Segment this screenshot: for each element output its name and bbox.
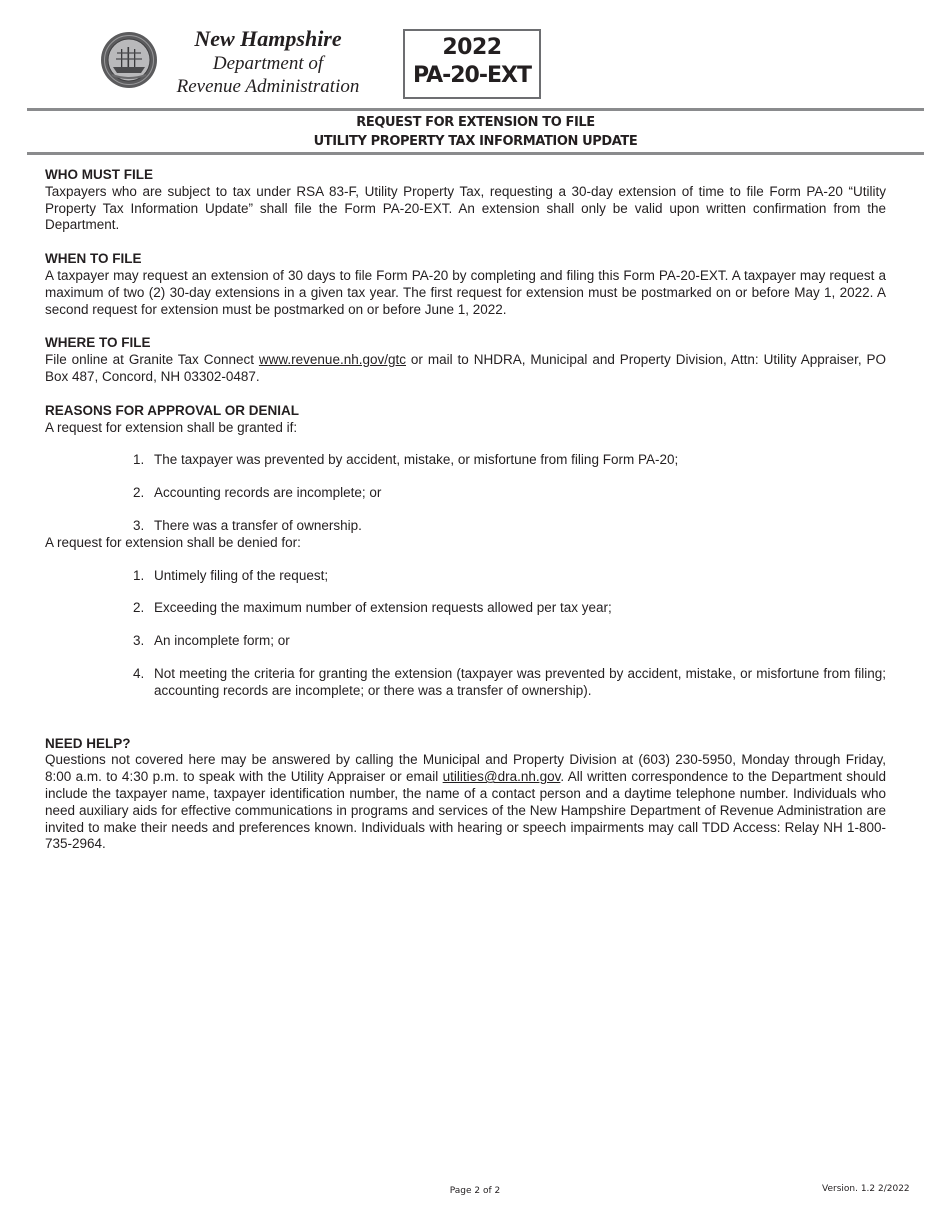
need-help-text [45, 752, 886, 853]
form-title-line2: UTILITY PROPERTY TAX INFORMATION UPDATE [313, 134, 638, 149]
email-link[interactable]: utilities@dra.nh.gov [442, 769, 561, 785]
state-seal-logo [100, 31, 158, 89]
agency-state: New Hampshire [194, 26, 342, 51]
list-text: The taxpayer was prevented by accident, mistake, or misfortune from filing Form PA-20; [154, 452, 679, 468]
denied-list [45, 568, 886, 700]
when-to-file-heading: WHEN TO FILE [45, 251, 142, 267]
list-item [45, 452, 886, 469]
form-code: PA-20-EXT [412, 63, 531, 88]
list-number: 3. [133, 517, 145, 533]
list-item [45, 485, 886, 502]
list-item [45, 666, 886, 700]
list-text: Accounting records are incomplete; or [154, 485, 382, 501]
where-to-file-text [45, 352, 886, 386]
list-text: An incomplete form; or [154, 633, 290, 649]
list-number: 1. [133, 452, 145, 468]
agency-department: Department of [212, 53, 324, 74]
form-title-line1: REQUEST FOR EXTENSION TO FILE [356, 115, 595, 130]
list-item [45, 568, 886, 585]
list-number: 2. [133, 600, 145, 616]
agency-name [160, 26, 376, 98]
help-text-before: Questions not covered here may be answered by calling the Municipal and Property Division at (603) 230-5950, Monday through Friday, 8:00 a.m. to 4:30 p.m. to speak with the Utility Appraiser or email [45, 752, 886, 785]
agency-administration: Revenue Administration [176, 76, 360, 97]
form-id-box [403, 29, 541, 99]
list-number: 4. [133, 665, 145, 681]
when-to-file-text: A taxpayer may request an extension of 30 days to file Form PA-20 by completing and filing this Form PA-20-EXT. A taxpayer may request a maximum of two (2) 30-day extensions in a given tax year. The first request for extension must be postmarked on or before May 1, 2022. A second request for extension must be postmarked on or before June 1, 2022. [45, 267, 886, 317]
list-number: 3. [133, 633, 145, 649]
form-year: 2022 [442, 35, 502, 60]
reasons-heading: REASONS FOR APPROVAL OR DENIAL [45, 402, 300, 418]
who-must-file-text: Taxpayers who are subject to tax under RSA 83-F, Utility Property Tax, requesting a 30-day extension of time to file Form PA-20 “Utility Property Tax Information Update” shall file the Form PA-20-EXT. An extension shall only be valid upon written confirmation from the Department. [45, 183, 886, 233]
list-text: There was a transfer of ownership. [154, 517, 362, 533]
version-label: Version. 1.2 2/2022 [822, 1184, 910, 1194]
list-item [45, 600, 886, 617]
denied-intro: A request for extension shall be denied for: [45, 534, 301, 550]
where-to-file-heading: WHERE TO FILE [45, 335, 151, 351]
list-number: 1. [133, 567, 145, 583]
page-number: Page 2 of 2 [449, 1186, 501, 1196]
form-title [27, 113, 924, 151]
where-to-file-section [45, 335, 886, 385]
help-text-after: . All written correspondence to the Department should include the taxpayer name, taxpayer identification number, the name of a contact person and a daytime telephone number. Individuals who need auxiliary aids for effective communications in programs and services of the New Hampshire Department of Revenue Administration are invited to make their needs and preferences known. Individuals with hearing or speech impairments may call TDD Access: Relay NH 1-800-735-2964. [45, 769, 886, 852]
list-text: Not meeting the criteria for granting the extension (taxpayer was prevented by accident, mistake, or misfortune from filing; accounting records are incomplete; or there was a transfer of ownership). [154, 665, 886, 698]
list-text: Untimely filing of the request; [154, 567, 329, 583]
who-must-file-heading: WHO MUST FILE [45, 167, 153, 182]
granted-intro: A request for extension shall be granted if: [45, 419, 298, 435]
need-help-section [45, 736, 886, 854]
instructions-content [45, 167, 886, 870]
list-item [45, 518, 886, 535]
title-top-rule [27, 108, 924, 111]
when-to-file-section [45, 251, 886, 318]
granted-list [45, 452, 886, 534]
who-must-file-section [45, 167, 886, 234]
list-item [45, 633, 886, 650]
reasons-section [45, 403, 886, 700]
need-help-heading: NEED HELP? [45, 735, 131, 751]
where-text-before: File online at Granite Tax Connect [45, 352, 259, 368]
list-text: Exceeding the maximum number of extension requests allowed per tax year; [154, 600, 612, 616]
title-bottom-rule [27, 152, 924, 155]
gtc-website-link[interactable]: www.revenue.nh.gov/gtc [258, 352, 406, 368]
list-number: 2. [133, 485, 145, 501]
where-text-after: or mail to NHDRA, Municipal and Property Division, Attn: Utility Appraiser, PO Box 487, Concord, NH 03302-0487. [45, 352, 886, 384]
